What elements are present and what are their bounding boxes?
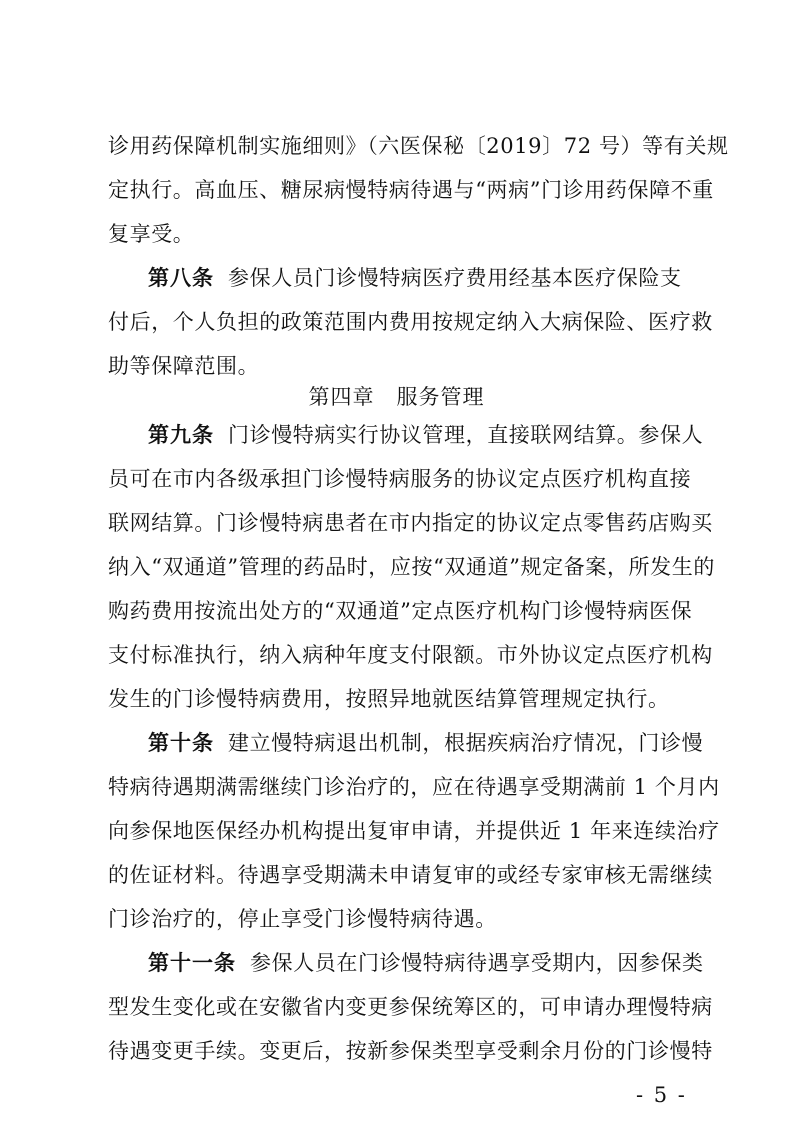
article-11-line-1: 参保人员在门诊慢特病待遇享受期内，因参保类 — [250, 951, 704, 975]
page-number: - 5 - — [636, 1083, 687, 1107]
article-10-label: 第十条 — [148, 731, 214, 755]
paragraph-1-line-1: 诊用药保障机制实施细则》（六医保秘〔2019〕72 号）等有关规 — [108, 134, 729, 158]
article-10-line-5: 门诊治疗的，停止享受门诊慢特病待遇。 — [108, 907, 497, 931]
article-9-first-line — [148, 420, 708, 450]
article-9-line-1: 门诊慢特病实行协议管理，直接联网结算。参保人 — [228, 423, 704, 447]
article-8-line-1: 参保人员门诊慢特病医疗费用经基本医疗保险支 — [228, 266, 682, 290]
paragraph-1-line-2: 定执行。高血压、糖尿病慢特病待遇与“两病”门诊用药保障不重 — [108, 178, 714, 202]
article-8-line-3: 助等保障范围。 — [108, 354, 260, 378]
article-10-line-4: 的佐证材料。待遇享受期满未申请复审的或经专家审核无需继续 — [108, 863, 713, 887]
paragraph-1-line-3: 复享受。 — [108, 222, 195, 246]
article-10-line-2: 特病待遇期满需继续门诊治疗的，应在待遇享受期满前 1 个月内 — [108, 775, 720, 799]
article-8-label: 第八条 — [148, 266, 214, 290]
article-9-line-2: 员可在市内各级承担门诊慢特病服务的协议定点医疗机构直接 — [108, 467, 692, 491]
chapter-title: 服务管理 — [396, 385, 485, 409]
article-10-line-1: 建立慢特病退出机制，根据疾病治疗情况，门诊慢 — [228, 731, 704, 755]
article-9-line-4: 纳入“双通道”管理的药品时，应按“双通道”规定备案，所发生的 — [108, 555, 715, 579]
article-9-line-5: 购药费用按流出处方的“双通道”定点医疗机构门诊慢特病医保 — [108, 599, 693, 623]
article-10-first-line — [148, 728, 708, 758]
article-9-line-7: 发生的门诊慢特病费用，按照异地就医结算管理规定执行。 — [108, 687, 670, 711]
chapter-number: 第四章 — [308, 385, 375, 409]
article-11-first-line — [148, 948, 708, 978]
article-9-label: 第九条 — [148, 423, 214, 447]
article-11-line-2: 型发生变化或在安徽省内变更参保统筹区的，可申请办理慢特病 — [108, 995, 713, 1019]
article-9-line-3: 联网结算。门诊慢特病患者在市内指定的协议定点零售药店购买 — [108, 511, 713, 535]
article-8-first-line — [148, 263, 708, 293]
chapter-heading — [0, 382, 793, 412]
article-11-line-3: 待遇变更手续。变更后，按新参保类型享受剩余月份的门诊慢特 — [108, 1039, 713, 1063]
article-8-line-2: 付后，个人负担的政策范围内费用按规定纳入大病保险、医疗救 — [108, 310, 713, 334]
article-10-line-3: 向参保地医保经办机构提出复审申请，并提供近 1 年来连续治疗 — [108, 819, 720, 843]
article-9-line-6: 支付标准执行，纳入病种年度支付限额。市外协议定点医疗机构 — [108, 643, 713, 667]
article-11-label: 第十一条 — [148, 951, 236, 975]
